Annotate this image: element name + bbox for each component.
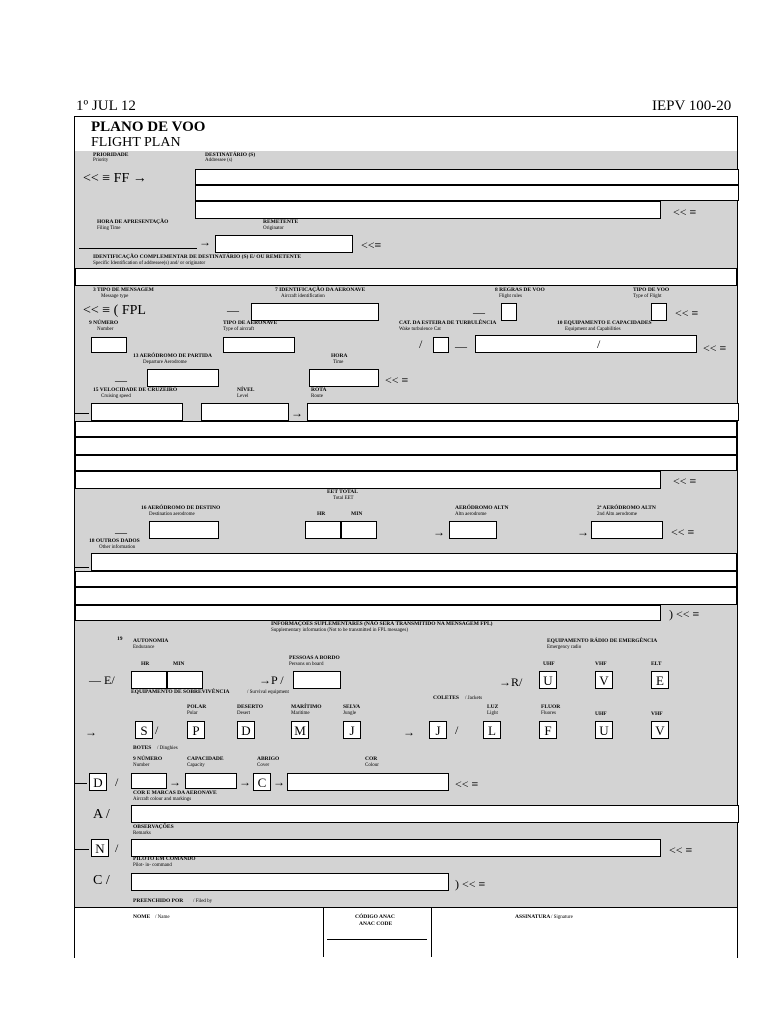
flight-type-label: TIPO DE VOO	[633, 287, 670, 293]
desert-label-en: Desert	[237, 711, 251, 716]
min-label: MIN	[351, 511, 363, 517]
cover-label-en: Cover	[257, 763, 270, 768]
originator-label: REMETENTE	[263, 219, 299, 225]
pilot-field[interactable]	[131, 873, 449, 891]
uhf-label: UHF	[543, 661, 555, 667]
specific-id-label-en: Specific Identification of addressee(s) and/ or originator	[93, 261, 206, 266]
persons-label-en: Persons on board	[289, 662, 324, 667]
light-label-en: Light	[487, 711, 498, 716]
persons-label: PESSOAS A BORDO	[289, 655, 340, 661]
route-label-en: Route	[311, 394, 323, 399]
altn-field[interactable]	[449, 521, 497, 539]
slash: /	[115, 775, 119, 789]
dash: —	[455, 339, 467, 353]
divider	[431, 907, 432, 957]
uhf-box[interactable]: U	[539, 671, 557, 689]
dinghy-number-field[interactable]	[131, 773, 167, 789]
eet-min-field[interactable]	[341, 521, 377, 539]
dash: —	[473, 305, 485, 319]
supplementary-label-en: Supplementary information (Not to be transmitted in FPL messages)	[271, 628, 409, 633]
capacity-label-en: Capacity	[187, 763, 205, 768]
speed-label: 15 VELOCIDADE DE CRUZEIRO	[93, 387, 178, 393]
arrow: →	[239, 775, 251, 789]
dash	[75, 567, 89, 568]
flight-type-field[interactable]	[651, 303, 667, 321]
other-info-field-3[interactable]	[75, 587, 737, 605]
issue-date: 1º JUL 12	[76, 98, 136, 114]
route-label: ROTA	[311, 387, 327, 393]
signature-label-en: / Signature	[551, 915, 573, 920]
other-info-field-1[interactable]	[91, 553, 737, 571]
end-marker: << ≡	[675, 306, 699, 320]
jacket-vhf-box[interactable]: V	[651, 721, 669, 739]
message-type-label-en: Message type	[101, 294, 129, 299]
altn-label-en: Altn aerodrome	[455, 512, 487, 517]
colour-label-en: Colour	[365, 763, 379, 768]
form-title-en: FLIGHT PLAN	[91, 135, 181, 150]
message-type-label: 3 TIPO DE MENSAGEM	[93, 287, 154, 293]
addressee-label: DESTINATÁRIO (S)	[205, 152, 256, 158]
polar-box[interactable]: P	[187, 721, 205, 739]
arrow: →	[291, 406, 303, 420]
time-label: HORA	[331, 353, 348, 359]
supplementary-label: INFORMAÇÕES SUPLEMENTARES (NÃO SERÁ TRANSMITIDO NA MENSAGEM FPL)	[271, 621, 493, 627]
flight-rules-label: 8 REGRAS DE VOO	[495, 287, 545, 293]
flight-type-label-en: Type of Flight	[633, 294, 662, 299]
capacity-label: CAPACIDADE	[187, 756, 224, 762]
elt-box[interactable]: E	[651, 671, 669, 689]
jungle-box[interactable]: J	[343, 721, 361, 739]
fluor-label: FLUOR	[541, 704, 561, 710]
time-field[interactable]	[309, 369, 379, 387]
form-title: PLANO DE VOO	[91, 119, 206, 135]
arrow: →	[199, 235, 211, 249]
aircraft-type-label-en: Type of aircraft	[223, 327, 255, 332]
markings-label: COR E MARCAS DA AERONAVE	[133, 790, 217, 796]
specific-id-label: IDENTIFICAÇÃO COMPLEMENTAR DE DESTINATÁRIO (S) E/ OU REMETENTE	[93, 254, 302, 260]
vhf-label: VHF	[595, 661, 607, 667]
altn-label: AERÓDROMO ALTN	[455, 505, 509, 511]
originator-field[interactable]	[215, 235, 353, 253]
cover-c-box[interactable]: C	[253, 773, 271, 791]
slash: /	[419, 337, 423, 351]
uhf-label: UHF	[595, 711, 607, 717]
desert-box[interactable]: D	[237, 721, 255, 739]
jungle-label: SELVA	[343, 704, 361, 710]
end-marker: << ≡	[671, 525, 695, 539]
jackets-label-en: / Jackets	[465, 696, 483, 701]
emergency-radio-label: EQUIPAMENTO RÁDIO DE EMERGÊNCIA	[547, 638, 658, 644]
aircraft-id-label: 7 IDENTIFICAÇÃO DA AERONAVE	[275, 287, 366, 293]
remarks-field[interactable]	[131, 839, 661, 857]
remarks-label: OBSERVAÇÕES	[133, 824, 174, 830]
end-marker: << ≡	[385, 373, 409, 387]
polar-label: POLAR	[187, 704, 207, 710]
fluor-box[interactable]: F	[539, 721, 557, 739]
dash: —	[115, 525, 127, 539]
specific-id-field[interactable]	[75, 268, 737, 286]
aircraft-type-label: TIPO DE AERONAVE	[223, 320, 278, 326]
level-label-en: Level	[237, 394, 249, 399]
hr-label: HR	[317, 511, 326, 517]
desert-label: DESERTO	[237, 704, 263, 710]
markings-label-en: Aircraft colour and markings	[133, 797, 192, 802]
aircraft-type-field[interactable]	[223, 337, 295, 353]
c-slash-marker: C /	[93, 873, 110, 888]
dinghies-label-en: / Dinghies	[157, 746, 178, 751]
aircraft-id-label-en: Aircraft identification	[281, 294, 325, 299]
vhf-box[interactable]: V	[595, 671, 613, 689]
filed-by-label-en: / Filed by	[193, 899, 213, 904]
flight-rules-label-en: Flight rules	[499, 294, 522, 299]
pilot-label: PILOTO EM COMANDO	[133, 856, 196, 862]
time-label-en: Time	[333, 360, 344, 365]
departure-label: 13 AERÓDROMO DE PARTIDA	[133, 353, 212, 359]
flight-plan-form	[74, 116, 738, 958]
level-field[interactable]	[201, 403, 289, 421]
survival-s-box[interactable]: S	[135, 721, 153, 739]
fpl-marker: << ≡ ( FPL	[83, 303, 146, 318]
destination-label-en: Destination aerodrome	[149, 512, 195, 517]
dinghies-d-box[interactable]: D	[89, 773, 107, 791]
dash: —	[227, 303, 239, 317]
departure-field[interactable]	[147, 369, 219, 387]
destination-label: 16 AERÓDROMO DE DESTINO	[141, 505, 221, 511]
end-marker: ) << ≡	[669, 607, 700, 621]
equipment-label: 10 EQUIPAMENTO E CAPACIDADES	[557, 320, 652, 326]
end-marker: << ≡	[673, 205, 697, 219]
arrow: →	[273, 775, 285, 789]
e-slash-marker: — E/	[89, 673, 115, 687]
colour-field[interactable]	[287, 773, 449, 791]
filed-by-label: PREENCHIDO POR	[133, 898, 184, 904]
other-info-field-4[interactable]	[75, 605, 661, 621]
altn2-label-en: 2nd Altn aerodrome	[597, 512, 637, 517]
destination-field[interactable]	[149, 521, 219, 539]
pilot-label-en: Pilot- in- command	[133, 863, 172, 868]
remarks-n-box[interactable]: N	[91, 839, 109, 857]
markings-field[interactable]	[131, 805, 739, 823]
slash: /	[155, 723, 159, 737]
capacity-field[interactable]	[185, 773, 237, 789]
addressee-field-2[interactable]	[195, 185, 739, 201]
name-label: NOME	[133, 914, 151, 920]
wake-label: CAT. DA ESTEIRA DE TURBULÊNCIA	[399, 320, 497, 326]
filing-time-field[interactable]	[79, 235, 197, 249]
end-marker: << ≡	[673, 474, 697, 488]
elt-label: ELT	[651, 661, 662, 667]
departure-label-en: Departure Aerodrome	[143, 360, 187, 365]
other-info-label-en: Other information	[99, 545, 136, 550]
dinghy-number-label: 9 NÚMERO	[133, 756, 163, 762]
slash: /	[455, 723, 459, 737]
flight-rules-field[interactable]	[501, 303, 517, 321]
light-box[interactable]: L	[483, 721, 501, 739]
endurance-hr-field[interactable]	[131, 671, 167, 689]
dash	[75, 413, 89, 414]
min-label: MIN	[173, 661, 185, 667]
jungle-label-en: Jungle	[343, 711, 357, 716]
originator-label-en: Originator	[263, 226, 284, 231]
route-field-2[interactable]	[75, 421, 737, 437]
vhf-label: VHF	[651, 711, 663, 717]
slash: /	[597, 337, 601, 351]
p-slash-marker: →P /	[259, 673, 284, 687]
endurance-label-en: Endurance	[133, 645, 155, 650]
a-slash-marker: A /	[93, 807, 110, 822]
end-marker: ) << ≡	[455, 877, 486, 891]
eet-label: EET TOTAL	[327, 489, 358, 495]
route-field-3[interactable]	[75, 437, 737, 455]
jackets-label: COLETES	[433, 695, 459, 701]
arrow: →	[577, 525, 589, 539]
endurance-label: AUTONOMIA	[133, 638, 169, 644]
dinghy-number-label-en: Number	[133, 763, 150, 768]
aircraft-id-field[interactable]	[251, 303, 379, 321]
addressee-label-en: Addressee (s)	[205, 158, 233, 163]
fluor-label-en: Fluores	[541, 711, 556, 716]
level-label: NÍVEL	[237, 387, 255, 393]
dash: —	[115, 373, 127, 387]
filing-time-label: HORA DE APRESENTAÇÃO	[97, 219, 169, 225]
other-info-label: 18 OUTROS DADOS	[89, 538, 140, 544]
number-field[interactable]	[91, 337, 127, 353]
arrow: →	[85, 725, 97, 739]
end-marker: <<≡	[361, 238, 382, 252]
dinghies-label: BOTES	[133, 745, 152, 751]
number-label: 9 NÚMERO	[89, 320, 119, 326]
route-field-1[interactable]	[307, 403, 739, 421]
equipment-field[interactable]	[475, 335, 697, 353]
colour-label: COR	[365, 756, 378, 762]
altn2-field[interactable]	[591, 521, 663, 539]
end-marker: << ≡	[455, 777, 479, 791]
other-info-field-2[interactable]	[75, 571, 737, 587]
priority-label-en: Priority	[93, 158, 109, 163]
hr-label: HR	[141, 661, 150, 667]
polar-label-en: Polar	[187, 711, 198, 716]
document-code: IEPV 100-20	[652, 98, 732, 114]
dash	[75, 783, 87, 784]
slash: /	[115, 841, 119, 855]
name-label-en: / Name	[155, 915, 170, 920]
light-label: LUZ	[487, 704, 499, 710]
end-marker: << ≡	[669, 843, 693, 857]
filing-time-label-en: Filing Time	[97, 226, 121, 231]
survival-label: EQUIPAMENTO DE SOBREVIVÊNCIA	[131, 689, 230, 695]
endurance-min-field[interactable]	[167, 671, 203, 689]
priority-label: PRIORIDADE	[93, 152, 129, 158]
arrow: →	[433, 525, 445, 539]
speed-label-en: Cruising speed	[101, 394, 131, 399]
equipment-label-en: Equipment and Capabilities	[565, 327, 621, 332]
emergency-radio-label-en: Emergency radio	[547, 645, 582, 650]
end-marker: << ≡	[703, 341, 727, 355]
signature-label: ASSINATURA	[515, 914, 551, 920]
dash	[75, 849, 89, 850]
item-19-label: 19	[117, 636, 123, 642]
jackets-j-box[interactable]: J	[429, 721, 447, 739]
eet-label-en: Total EET	[333, 496, 354, 501]
speed-field[interactable]	[91, 403, 183, 421]
persons-field[interactable]	[293, 671, 341, 689]
jacket-uhf-box[interactable]: U	[595, 721, 613, 739]
route-field-5[interactable]	[75, 471, 661, 489]
remarks-label-en: Remarks	[133, 831, 151, 836]
divider	[323, 907, 324, 957]
wake-label-en: Wake turbulence Cat	[399, 327, 441, 332]
arrow: →	[403, 725, 415, 739]
anac-code-label-en: ANAC CODE	[359, 921, 393, 927]
route-field-4[interactable]	[75, 455, 737, 471]
cover-label: ABRIGO	[257, 756, 280, 762]
addressee-field-1[interactable]	[195, 169, 739, 185]
number-label-en: Number	[97, 327, 114, 332]
maritime-label: MARÍTIMO	[291, 704, 322, 710]
ff-marker: << ≡ FF →	[83, 171, 147, 186]
anac-code-field[interactable]	[327, 939, 427, 955]
arrow: →	[169, 775, 181, 789]
r-slash-marker: →R/	[499, 675, 523, 689]
maritime-box[interactable]: M	[291, 721, 309, 739]
eet-hr-field[interactable]	[305, 521, 341, 539]
maritime-label-en: Maritime	[291, 711, 310, 716]
survival-label-en: / Survival equipment	[247, 690, 289, 695]
wake-field[interactable]	[433, 337, 449, 353]
anac-code-label: CÓDIGO ANAC	[355, 914, 395, 920]
addressee-field-3[interactable]	[195, 201, 661, 219]
altn2-label: 2ª AERÓDROMO ALTN	[597, 505, 656, 511]
